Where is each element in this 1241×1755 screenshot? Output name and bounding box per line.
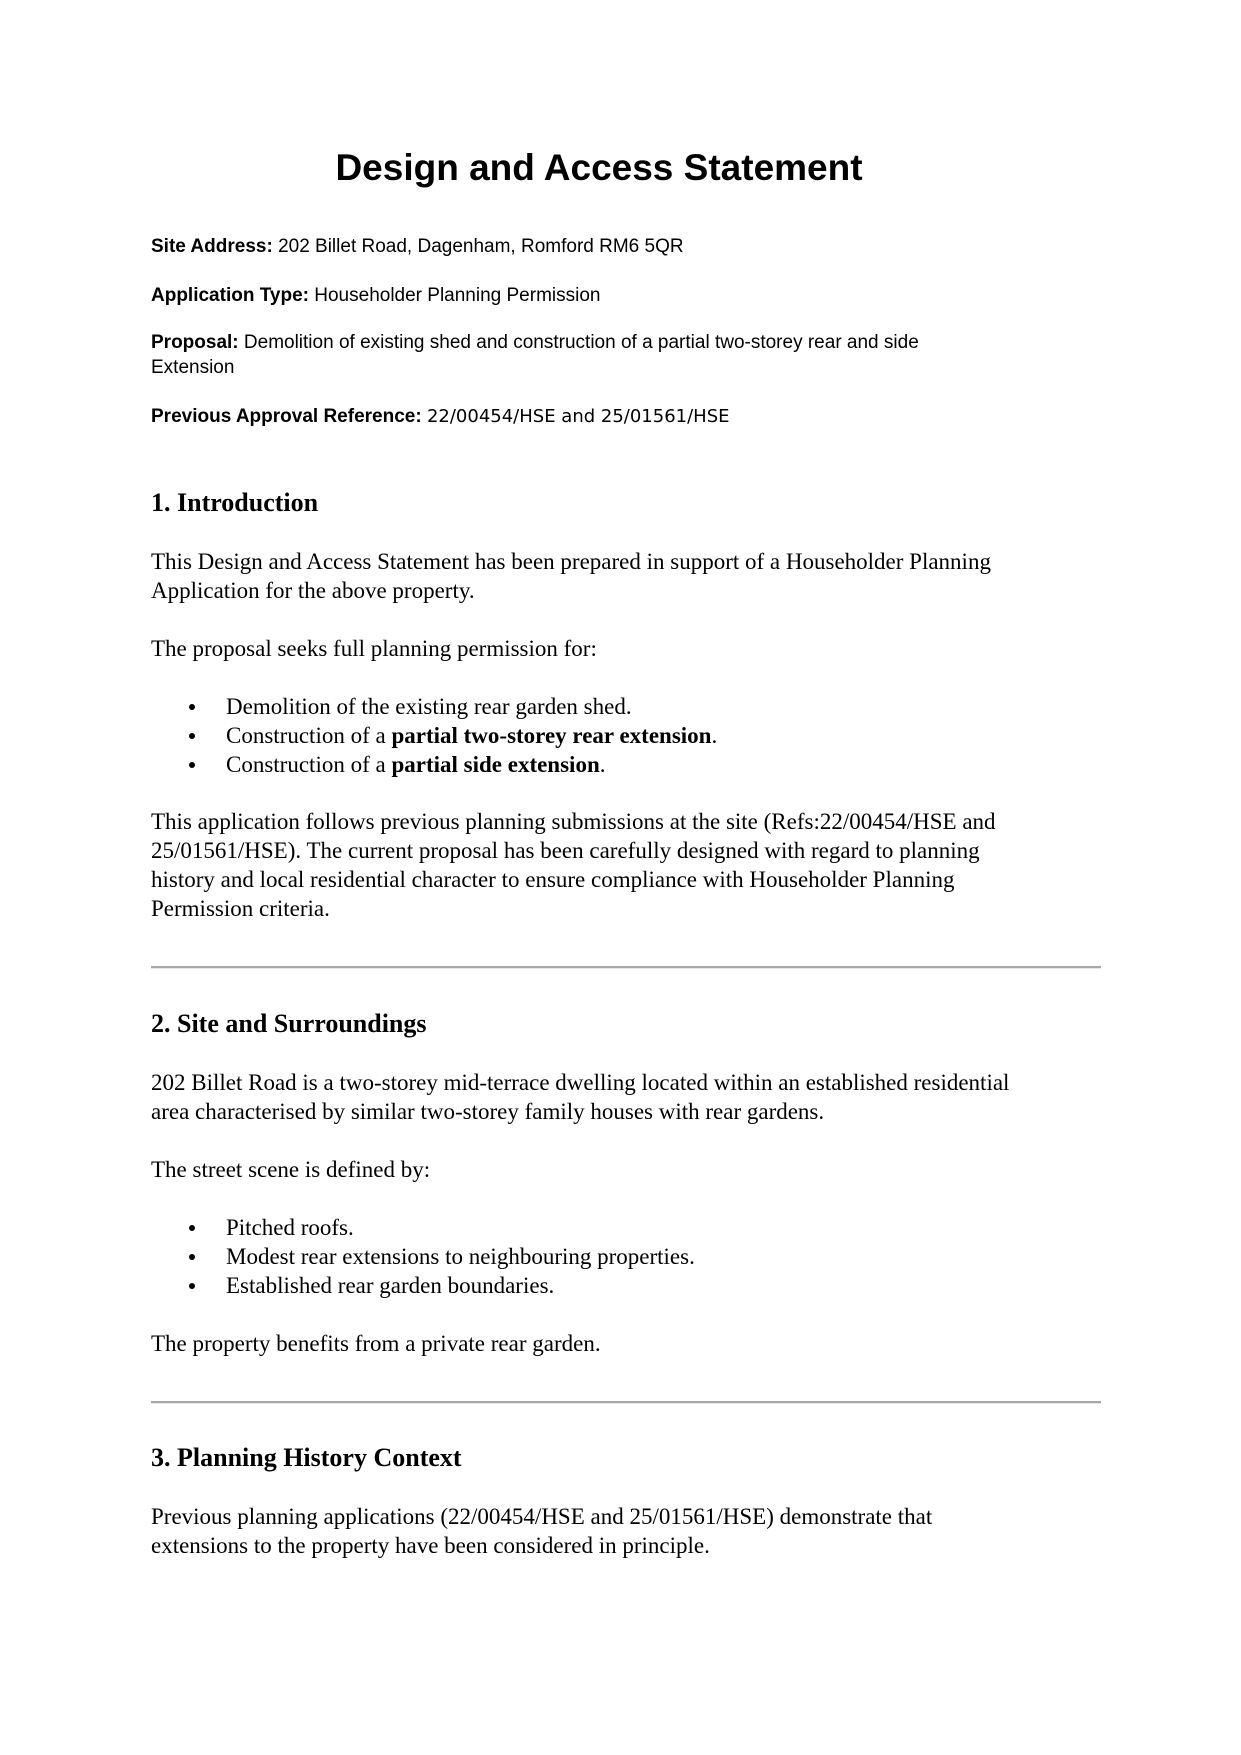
site-paragraph-2: The street scene is defined by: — [151, 1157, 431, 1182]
list-item-text: Established rear garden boundaries. — [226, 1273, 555, 1298]
introduction-paragraph-2: The proposal seeks full planning permission for: — [151, 636, 597, 661]
text-line: Previous planning applications (22/00454/HSE and 25/01561/HSE) demonstrate that — [151, 1504, 933, 1529]
site-address-line — [151, 234, 1051, 259]
history-paragraph-1 — [151, 1502, 1101, 1560]
list-item — [151, 1213, 695, 1242]
introduction-paragraph-1 — [151, 547, 1101, 605]
site-address-label: Site Address: — [151, 236, 273, 257]
application-type-line — [151, 283, 1051, 308]
proposal-label: Proposal: — [151, 332, 239, 353]
list-item-bold: partial side extension — [391, 752, 600, 777]
bullet-icon — [189, 1283, 195, 1289]
previous-approval-value: 22/00454/HSE and 25/01561/HSE — [426, 406, 730, 427]
list-item — [151, 692, 717, 721]
list-item-text: Pitched roofs. — [226, 1215, 354, 1240]
previous-approval-label: Previous Approval Reference: — [151, 406, 422, 427]
introduction-paragraph-3 — [151, 807, 1101, 923]
site-address-value: 202 Billet Road, Dagenham, Romford RM6 5QR — [278, 236, 684, 257]
bullet-icon — [189, 733, 195, 739]
site-paragraph-1 — [151, 1068, 1101, 1126]
list-item-text: Modest rear extensions to neighbouring properties. — [226, 1244, 695, 1269]
text-line: 25/01561/HSE). The current proposal has been carefully designed with regard to planning — [151, 838, 980, 863]
street-scene-bullet-list — [151, 1213, 695, 1300]
text-line: history and local residential character to ensure compliance with Householder Planning — [151, 867, 955, 892]
text-line: extensions to the property have been considered in principle. — [151, 1533, 710, 1558]
proposal-line — [151, 330, 1051, 380]
previous-approval-line — [151, 404, 1051, 429]
list-item — [151, 721, 717, 750]
list-item — [151, 1242, 695, 1271]
section-heading-history: 3. Planning History Context — [151, 1443, 462, 1472]
proposal-value: Demolition of existing shed and construction of a partial two-storey rear and side — [243, 332, 919, 353]
proposal-value-line2: Extension — [151, 357, 235, 378]
text-line: Permission criteria. — [151, 896, 330, 921]
bullet-icon — [189, 1254, 195, 1260]
proposal-bullet-list — [151, 692, 717, 779]
bullet-icon — [189, 1225, 195, 1231]
text-line: area characterised by similar two-storey family houses with rear gardens. — [151, 1099, 825, 1124]
section-heading-introduction: 1. Introduction — [151, 488, 319, 517]
text-line: 202 Billet Road is a two-storey mid-terrace dwelling located within an established residential — [151, 1070, 1010, 1095]
section-divider — [151, 1401, 1101, 1404]
list-item-prefix: Construction of a — [226, 752, 392, 777]
list-item-suffix: . — [711, 723, 718, 748]
section-divider — [151, 966, 1101, 969]
list-item — [151, 750, 717, 779]
text-line: This Design and Access Statement has been prepared in support of a Householder Planning — [151, 549, 991, 574]
bullet-icon — [189, 762, 195, 768]
list-item-bold: partial two-storey rear extension — [391, 723, 712, 748]
list-item — [151, 1271, 695, 1300]
application-type-value: Householder Planning Permission — [314, 285, 601, 306]
bullet-icon — [189, 704, 195, 710]
application-type-label: Application Type: — [151, 285, 309, 306]
list-item-suffix: . — [599, 752, 606, 777]
site-paragraph-3: The property benefits from a private rear garden. — [151, 1331, 601, 1356]
document-title: Design and Access Statement — [335, 147, 863, 188]
text-line: Application for the above property. — [151, 578, 475, 603]
section-heading-site: 2. Site and Surroundings — [151, 1009, 427, 1038]
list-item-prefix: Construction of a — [226, 723, 392, 748]
list-item-text: Demolition of the existing rear garden shed. — [226, 694, 632, 719]
text-line: This application follows previous planning submissions at the site (Refs:22/00454/HSE and — [151, 809, 996, 834]
